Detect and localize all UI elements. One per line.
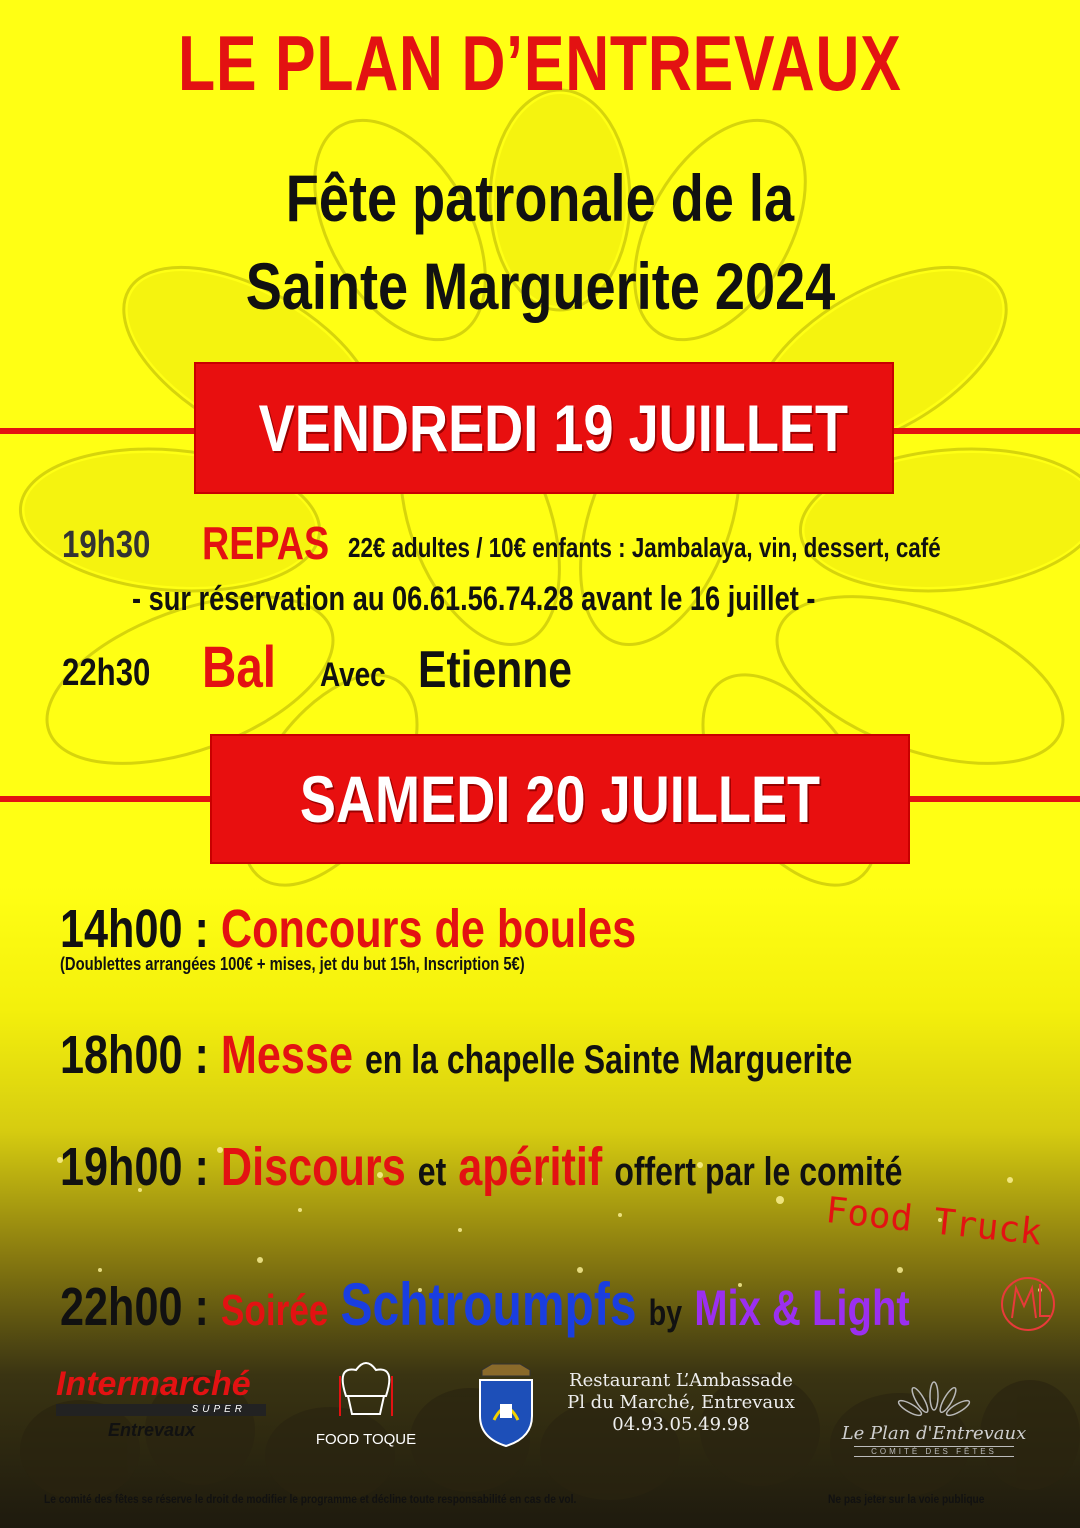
meal-reservation: - sur réservation au 06.61.56.74.28 avant le 16 juillet -	[132, 580, 816, 618]
meal-details: 22€ adultes / 10€ enfants : Jambalaya, vin, dessert, café	[348, 532, 941, 563]
boules-time: 14h00 :	[60, 899, 209, 959]
intermarche-logo: Intermarché SUPER Entrevaux	[56, 1366, 266, 1446]
meal-time: 19h30	[62, 524, 151, 566]
speech-row	[60, 1136, 1080, 1198]
party-label: Soirée	[220, 1286, 329, 1335]
mass-details: en la chapelle Sainte Marguerite	[365, 1038, 853, 1082]
saturday-date-banner: SAMEDI 20 JUILLET	[212, 736, 908, 862]
mix-light-logo-icon	[998, 1270, 1058, 1334]
footer-disclaimer: Le comité des fêtes se réserve le droit de modifier le programme et décline toute responsabilité en cas de vol.	[44, 1492, 577, 1506]
ball-label: Bal	[202, 635, 277, 700]
footer-litter-notice: Ne pas jeter sur la voie publique	[828, 1492, 985, 1506]
poster-title: LE PLAN D’ENTREVAUX	[178, 19, 902, 107]
speech-and: et	[417, 1150, 447, 1194]
boules-row	[60, 898, 780, 960]
speech-details: offert par le comité	[614, 1150, 903, 1194]
party-theme: Schtroumpfs	[340, 1271, 637, 1338]
meal-label: REPAS	[202, 517, 330, 569]
food-truck-label: Food Truck	[823, 1190, 1044, 1254]
restaurant-ambassade-ad: Restaurant L’Ambassade Pl du Marché, Entrevaux 04.93.05.49.98	[567, 1370, 795, 1435]
ball-artist: Etienne	[418, 641, 573, 699]
speech-time: 19h00 :	[60, 1137, 209, 1197]
party-row	[60, 1270, 1080, 1339]
mass-row	[60, 1024, 1050, 1086]
comite-des-fetes-logo: Le Plan d'Entrevaux COMITÉ DES FÊTES	[834, 1378, 1034, 1457]
ball-time: 22h30	[62, 652, 151, 694]
festival-name-line2: Sainte Marguerite 2024	[245, 249, 835, 323]
mass-time: 18h00 :	[60, 1025, 209, 1085]
boules-label: Concours de boules	[220, 899, 637, 959]
speech-aperitif: apéritif	[458, 1137, 603, 1197]
party-time: 22h00 :	[60, 1277, 209, 1337]
festival-name-line1: Fête patronale de la	[285, 161, 795, 235]
food-toque-logo: FOOD TOQUE	[306, 1356, 426, 1466]
entrevaux-coat-of-arms-icon	[472, 1360, 540, 1450]
mass-label: Messe	[220, 1025, 353, 1085]
boules-details: (Doublettes arrangées 100€ + mises, jet du but 15h, Inscription 5€)	[60, 954, 525, 974]
friday-date-banner: VENDREDI 19 JUILLET	[196, 364, 892, 492]
speech-label: Discours	[220, 1137, 406, 1197]
party-dj: Mix & Light	[694, 1280, 910, 1336]
party-by: by	[648, 1292, 683, 1333]
daisy-half-icon	[894, 1378, 974, 1418]
chef-hat-icon	[326, 1356, 406, 1426]
ball-with: Avec	[320, 656, 386, 694]
